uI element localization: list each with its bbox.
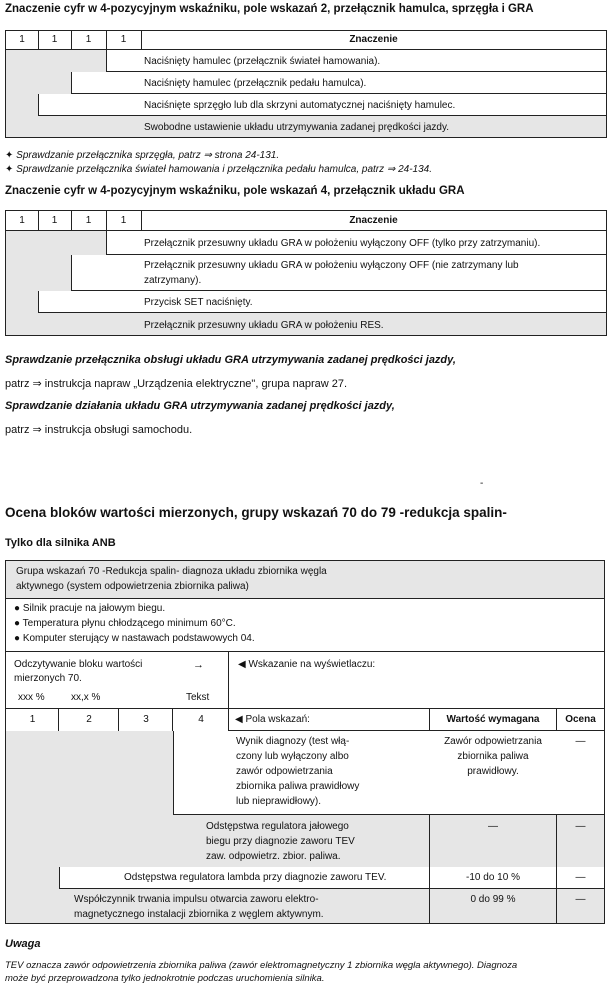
row-text: Przełącznik przesuwny układu GRA w położeniu wyłączony OFF (nie zatrzymany lub [144, 260, 519, 271]
bullet-line: ✦ Sprawdzanie przełącznika świateł hamowania i przełącznika pedału hamulca, patrz ⇒ 24-134. [5, 164, 432, 175]
section1-heading: Znaczenie cyfr w 4-pozycyjnym wskaźniku, pole wskazań 2, przełącznik hamulca, sprzęgła i GRA [5, 3, 534, 15]
check-text: patrz ⇒ instrukcja obsługi samochodu. [5, 424, 193, 436]
check-title: Sprawdzanie przełącznika obsługi układu GRA utrzymywania zadanej prędkości jazdy, [5, 354, 456, 366]
note-title: Uwaga [5, 938, 41, 950]
table-row [38, 291, 606, 313]
condition-item: ● Silnik pracuje na jałowym biegu. [14, 603, 166, 614]
row-description: Odstępstwa regulatora jałowego [206, 821, 349, 832]
measured-values-table [5, 651, 605, 924]
cross-star-icon: ✦ [5, 150, 14, 161]
row-text: Naciśnięte sprzęgło lub dla skrzyni automatycznej naciśnięty hamulec. [144, 100, 456, 111]
digit-2: 1 [51, 34, 58, 45]
field-number: 1 [29, 714, 36, 725]
note-text: może być przeprowadzona tylko jednokrotnie podczas uruchomienia silnika. [5, 973, 325, 984]
group-title-line: aktywnego (system odpowietrzenia zbiornika paliwa) [16, 581, 249, 592]
required-value: zbiornika paliwa [457, 751, 529, 762]
section2-heading: Znaczenie cyfr w 4-pozycyjnym wskaźniku, pole wskazań 4, przełącznik układu GRA [5, 185, 465, 197]
cross-star-icon: ✦ [5, 164, 14, 175]
section1-table [5, 30, 607, 138]
pointer-left-icon: ◀ [238, 659, 246, 670]
fields-label: ◀ Pola wskazań: [235, 714, 310, 725]
eval-value: — [575, 736, 586, 747]
format-label: xxx % [18, 692, 45, 703]
section2-table [5, 210, 607, 336]
display-label: ◀ Wskazanie na wyświetlaczu: [238, 659, 376, 670]
row-text: Przełącznik przesuwny układu GRA w położeniu RES. [144, 320, 384, 331]
required-value: -10 do 10 % [466, 872, 520, 883]
required-value: 0 do 99 % [470, 894, 516, 905]
row-description: lub nieprawidłowy). [236, 796, 322, 807]
row-description: biegu przy diagnozie zaworu TEV [206, 836, 355, 847]
row-description: Współczynnik trwania impulsu otwarcia zaworu elektro- [74, 894, 319, 905]
stray-dash: - [480, 478, 484, 489]
group-title-box [5, 560, 605, 598]
row-text: Przełącznik przesuwny układu GRA w położeniu wyłączony OFF (tylko przy zatrzymaniu). [144, 238, 541, 249]
row-description: Odstępstwa regulatora lambda przy diagnozie zaworu TEV. [124, 872, 387, 883]
required-value: — [488, 821, 498, 832]
pointer-left-icon: ◀ [235, 714, 243, 725]
format-label: Tekst [186, 692, 210, 703]
required-value: prawidłowy. [467, 766, 519, 777]
condition-item: ● Temperatura płynu chłodzącego minimum 60°C. [14, 618, 236, 629]
arrow-right-icon: → [193, 659, 204, 671]
eval-value: — [575, 821, 586, 832]
bullet-line: ✦ Sprawdzanie przełącznika sprzęgła, patrz ⇒ strona 24-131. [5, 150, 280, 161]
format-label: xx,x % [71, 692, 101, 703]
digit-1: 1 [19, 34, 25, 45]
digit-2: 1 [51, 215, 58, 226]
row-description: zawór odpowietrzania [236, 766, 333, 777]
row-text: Swobodne ustawienie układu utrzymywania zadanej prędkości jazdy. [144, 122, 449, 133]
read-label: mierzonych 70. [14, 673, 82, 684]
column-header-meaning: Znaczenie [349, 34, 398, 45]
check-title: Sprawdzanie działania układu GRA utrzymywania zadanej prędkości jazdy, [5, 400, 395, 412]
row-text: zatrzymany). [144, 275, 202, 286]
field-number: 4 [198, 714, 204, 725]
eval-value: — [575, 872, 586, 883]
digit-4: 1 [120, 34, 127, 45]
column-header-meaning: Znaczenie [349, 215, 398, 226]
column-header-eval: Ocena [565, 714, 596, 725]
eval-value: — [575, 894, 586, 905]
digit-3: 1 [85, 215, 92, 226]
group-title-line: Grupa wskazań 70 -Redukcja spalin- diagnoza układu zbiornika węgla [16, 566, 327, 577]
row-text: Naciśnięty hamulec (przełącznik pedału hamulca). [144, 78, 367, 89]
digit-3: 1 [85, 34, 92, 45]
row-description: zaw. odpowietrz. zbior. paliwa. [206, 851, 341, 862]
section3-heading: Ocena bloków wartości mierzonych, grupy wskazań 70 do 79 -redukcja spalin- [5, 505, 507, 520]
field-number: 2 [86, 714, 92, 725]
row-description: magnetycznego instalacji zbiornika z węglem aktywnym. [74, 909, 324, 920]
note-text: TEV oznacza zawór odpowietrzenia zbiornika paliwa (zawór elektromagnetyczny 1 zbiornika węgla aktywnego). Diagnoza [5, 960, 518, 971]
condition-item: ● Komputer sterujący w nastawach podstawowych 04. [14, 633, 255, 644]
field-number: 3 [143, 714, 149, 725]
read-label: Odczytywanie bloku wartości [14, 659, 143, 670]
digit-4: 1 [120, 215, 127, 226]
section3-subheading: Tylko dla silnika ANB [5, 537, 116, 549]
row-indent [119, 815, 173, 867]
conditions-box [5, 598, 605, 651]
column-header-required: Wartość wymagana [446, 714, 540, 725]
digit-1: 1 [19, 215, 25, 226]
row-text: Naciśnięty hamulec (przełącznik świateł hamowania). [144, 56, 381, 67]
row-description: czony lub wyłączony albo [236, 751, 349, 762]
row-description: Wynik diagnozy (test włą- [236, 736, 350, 747]
row-description: zbiornika paliwa prawidłowy [236, 781, 360, 792]
row-text: Przycisk SET naciśnięty. [144, 297, 253, 308]
required-value: Zawór odpowietrzania [444, 736, 542, 747]
check-text: patrz ⇒ instrukcja napraw „Urządzenia elektryczne", grupa napraw 27. [5, 378, 348, 390]
